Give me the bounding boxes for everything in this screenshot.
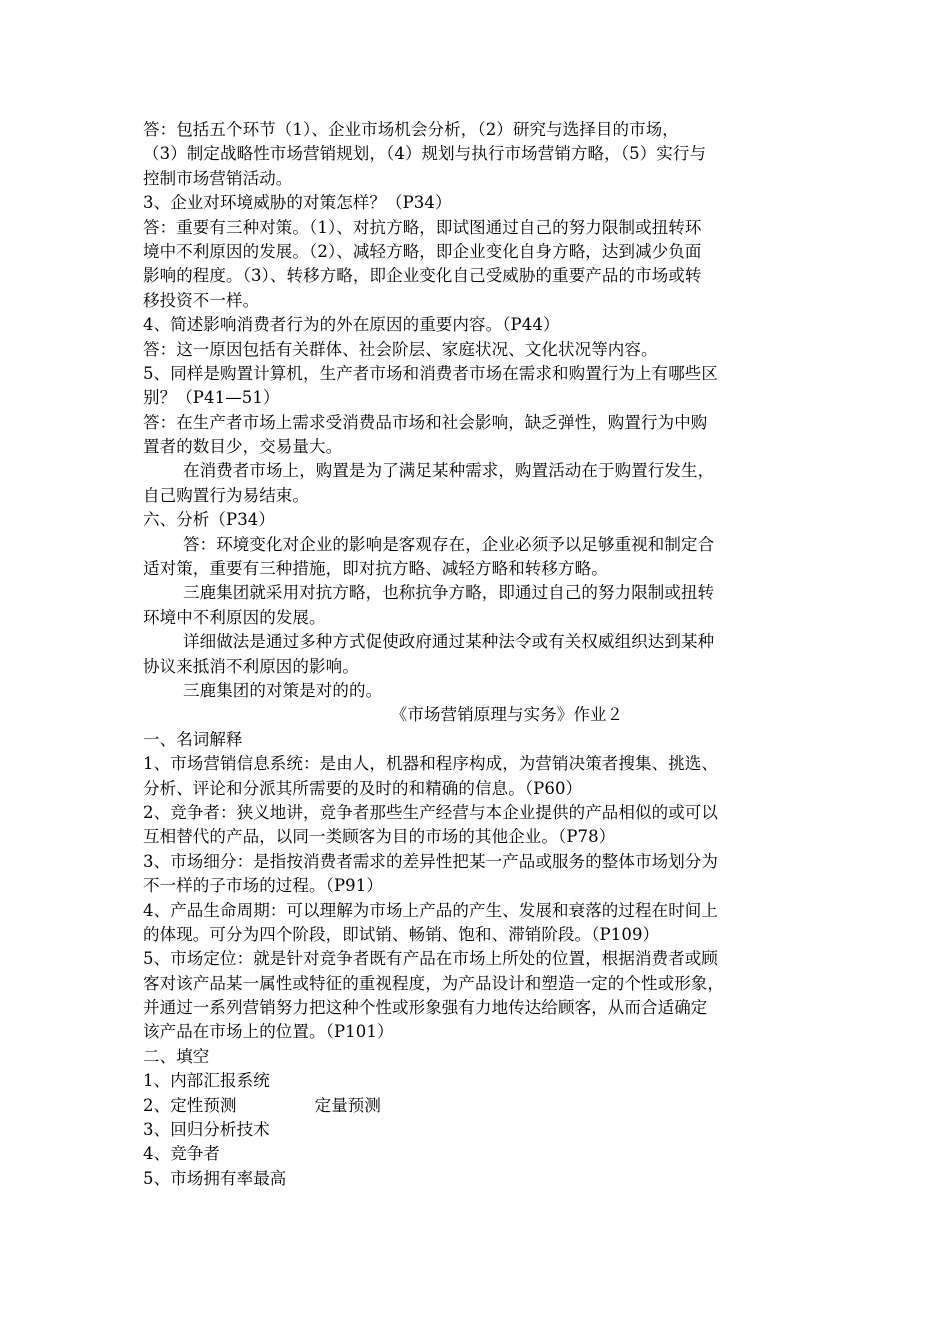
fill-answer: 定量预测 <box>314 1095 382 1115</box>
fill-answer-row <box>143 1094 811 1118</box>
answer-text: 三鹿集团就采用对抗方略，也称抗争方略，即通过自己的努力限制或扭转 <box>183 583 715 603</box>
answer-text: 置者的数目少，交易量大。 <box>143 437 343 457</box>
definition-text: 的体现。可分为四个阶段，即试销、畅销、饱和、滞销阶段。（P109） <box>143 924 660 944</box>
definition-text: 分析、评论和分派其所需要的及时的和精确的信息。（P60） <box>143 778 583 798</box>
definition-text: 互相替代的产品，以同一类顾客为目的市场的其他企业。（P78） <box>143 827 616 847</box>
section-heading: 六、分析（P34） <box>143 510 275 530</box>
assignment-title: 《市场营销原理与实务》作业２ <box>390 705 624 725</box>
answer-text: 三鹿集团的对策是对的的。 <box>183 680 383 700</box>
fill-answer: 4、竞争者 <box>143 1144 220 1164</box>
question-heading: 5、同样是购置计算机，生产者市场和消费者市场在需求和购置行为上有哪些区 <box>143 363 718 383</box>
answer-text: 答：在生产者市场上需求受消费品市场和社会影响，缺乏弹性，购置行为中购 <box>143 412 708 432</box>
question-heading: 4、简述影响消费者行为的外在原因的重要内容。（P44） <box>143 315 560 335</box>
definition-text: 5、市场定位：就是针对竞争者既有产品在市场上所处的位置，根据消费者或顾 <box>143 949 718 969</box>
definition-text: 2、竞争者：狭义地讲，竞争者那些生产经营与本企业提供的产品相似的或可以 <box>143 802 718 822</box>
answer-text: 控制市场营销活动。 <box>143 168 293 188</box>
answer-text: 答：环境变化对企业的影响是客观存在，企业必须予以足够重视和制定合 <box>183 534 715 554</box>
answer-text: 适对策，重要有三种措施，即对抗方略、减轻方略和转移方略。 <box>143 559 608 579</box>
answer-text: 答：这一原因包括有关群体、社会阶层、家庭状况、文化状况等内容。 <box>143 339 658 359</box>
definition-text: 不一样的子市场的过程。（P91） <box>143 876 383 896</box>
definition-text: 该产品在市场上的位置。（P101） <box>143 1022 394 1042</box>
answer-text: 详细做法是通过多种方式促使政府通过某种法令或有关权威组织达到某种 <box>183 632 715 652</box>
section-heading: 一、名词解释 <box>143 729 243 749</box>
answer-text: 环境中不利原因的发展。 <box>143 607 326 627</box>
section-heading: 二、填空 <box>143 1046 210 1066</box>
answer-text: 自己购置行为易结束。 <box>143 485 309 505</box>
answer-text: 移投资不一样。 <box>143 290 260 310</box>
question-heading: 别？（P41—51） <box>143 388 280 408</box>
question-heading: 3、企业对环境威胁的对策怎样？（P34） <box>143 193 452 213</box>
answer-text: 答：重要有三种对策。（1）、对抗方略，即试图通过自己的努力限制或扭转环 <box>143 217 702 237</box>
definition-text: 3、市场细分：是指按消费者需求的差异性把某一产品或服务的整体市场划分为 <box>143 851 718 871</box>
document-body <box>143 118 811 1191</box>
fill-answer: 5、市场拥有率最高 <box>143 1168 287 1188</box>
answer-text: 在消费者市场上，购置是为了满足某种需求，购置活动在于购置行发生， <box>183 461 715 481</box>
fill-answer: 3、回归分析技术 <box>143 1120 270 1140</box>
definition-text: 并通过一系列营销努力把这种个性或形象强有力地传达给顾客，从而合适确定 <box>143 998 708 1018</box>
definition-text: 客对该产品某一属性或特征的重视程度，为产品设计和塑造一定的个性或形象， <box>143 973 724 993</box>
answer-text: 协议来抵消不利原因的影响。 <box>143 656 359 676</box>
fill-answer: 1、内部汇报系统 <box>143 1071 270 1091</box>
definition-text: 1、市场营销信息系统：是由人，机器和程序构成，为营销决策者搜集、挑选、 <box>143 754 718 774</box>
answer-text: 影响的程度。（3）、转移方略，即企业变化自己受威胁的重要产品的市场或转 <box>143 266 702 286</box>
answer-text: 答：包括五个环节（1）、企业市场机会分析，（2）研究与选择目的市场， <box>143 120 679 139</box>
answer-text: 境中不利原因的发展。（2）、减轻方略，即企业变化自身方略，达到减少负面 <box>143 241 702 261</box>
definition-text: 4、产品生命周期：可以理解为市场上产品的产生、发展和衰落的过程在时间上 <box>143 900 718 920</box>
fill-answer: 2、定性预测 <box>143 1095 237 1115</box>
answer-text: （3）制定战略性市场营销规划，（4）规划与执行市场营销方略，（5）实行与 <box>143 144 707 164</box>
